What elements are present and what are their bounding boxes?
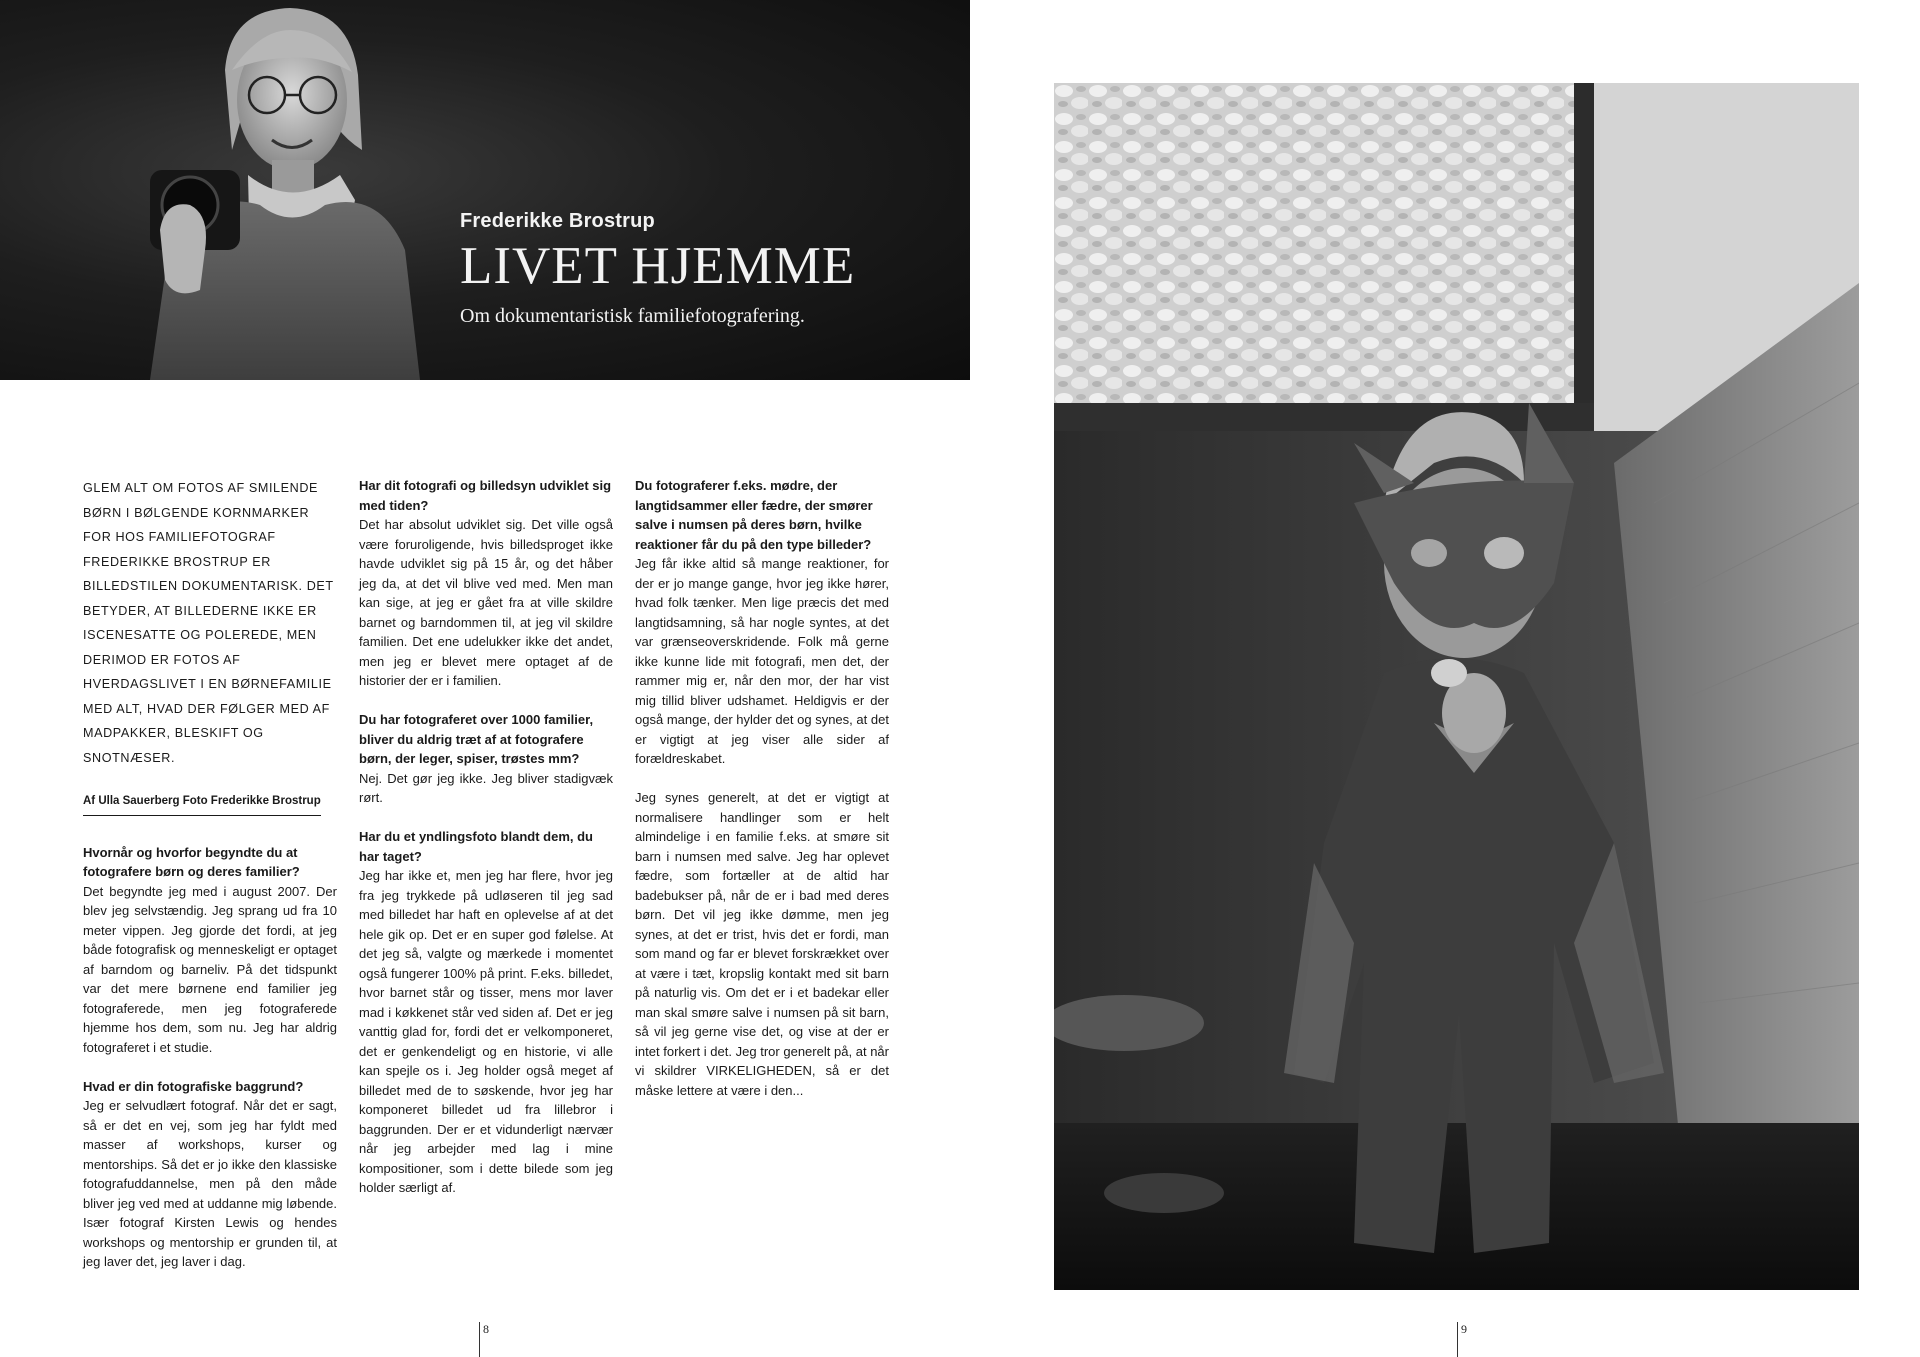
paragraph-block: [635, 788, 889, 1100]
header-banner: [0, 0, 970, 380]
text-column-1: [83, 476, 337, 1272]
question: Hvad er din fotografiske baggrund?: [83, 1078, 304, 1094]
question: Du har fotograferet over 1000 familier, bliver du aldrig træt af at fotografere børn, der leger, spiser, trøstes mm?: [359, 712, 594, 766]
lead-paragraph: GLEM ALT OM FOTOS AF SMILENDE BØRN I BØLGENDE KORNMARKER FOR HOS FAMILIEFOTOGRAF FREDERIKKE BROSTRUP ER BILLEDSTILEN DOKUMENTARISK. DET BETYDER, AT BILLEDERNE IKKE ER ISCENESATTE OG POLEREDE, MEN DERIMOD ER FOTOS AF HVERDAGSLIVET I EN BØRNEFAMILIE MED ALT, HVAD DER FØLGER MED AF MADPAKKER, BLESKIFT OG SNOTNÆSER.: [83, 481, 334, 765]
qa-block: [359, 476, 613, 691]
feature-photo: [1054, 83, 1859, 1290]
banner-text: [460, 210, 855, 328]
qa-block: [635, 476, 889, 769]
qa-block: [359, 827, 613, 1198]
question: Har du et yndlingsfoto blandt dem, du har taget?: [359, 829, 593, 864]
text-column-3: [635, 476, 889, 1100]
qa-block: [83, 1077, 337, 1272]
answer: Jeg har ikke et, men jeg har flere, hvor jeg fra jeg trykkede på udløseren til jeg sad med billedet har haft en oplevelse af at det hele gik op. Det er en super god følelse. At det jeg så, valgte og mærkede i momentet også fungerer 100% på print. F.eks. billedet, hvor barnet står og tisser, mens mor laver mad i køkkenet står ved siden af. Det er jeg vanttig glad for, fordi det er velkomponeret, det er genkendeligt og en historie, vi alle kan spejle os i. Jeg holder også meget af billedet med de to søskende, hvor jeg har komponeret billedet ud fra lillebror i baggrunden. Der er et vidunderligt nærvær når jeg arbejder med lag i mine kompositioner, som i dette bilede som jeg holder særligt af.: [359, 868, 613, 1195]
page-number-left: 8: [479, 1322, 489, 1357]
question: Hvornår og hvorfor begyndte du at fotografere børn og deres familier?: [83, 844, 300, 879]
answer: Nej. Det gør jeg ikke. Jeg bliver stadigvæk rørt.: [359, 770, 613, 805]
answer: Jeg får ikke altid så mange reaktioner, for der er jo mange gange, hvor jeg ikke hører, hvad folk tænker. Men lige præcis det med langtidsamning, så har nogle syntes, at det var grænseoverskridende. Folk må gerne ikke kunne lide mit fotografi, men det, der rammer mig er, når den mor, der har vist mig tillid bliver udshamet. Heldigvis er der også mange, der hylder det og synes, at det er vigtigt at jeg viser alle sider af forældreskabet.: [635, 556, 889, 766]
answer: Det har absolut udviklet sig. Det ville også være foruroligende, hvis billedsproget ikke havde udviklet sig på 15 år, og det håber jeg da, at det vil blive ved med. Men man kan sige, at jeg er gået fra at ville skildre barnet og barndommen til, at jeg vil skildre familien. Det ene udelukker ikke det andet, men jeg er blevet mere optaget af de historier der er i familien.: [359, 517, 613, 688]
answer: Jeg er selvudlært fotograf. Når det er sagt, så er det en vej, som jeg har fyldt med masser af workshops, kurser og mentorships. Så det er jo ikke den klassiske fotografuddannelse, men på den måde bliver jeg ved med at uddanne mig løbende. Især fotograf Kirsten Lewis og hendes workshops og mentorship er grunden til, at jeg laver det, jeg laver i dag.: [83, 1098, 337, 1269]
child-in-mask-photo: [1054, 83, 1859, 1290]
question: Du fotograferer f.eks. mødre, der langtidsammer eller fædre, der smører salve i numsen på deres børn, hvilke reaktioner får du på den type billeder?: [635, 478, 873, 552]
qa-block: [359, 710, 613, 808]
author-name: Frederikke Brostrup: [460, 210, 655, 232]
article-title: LIVET HJEMME: [460, 237, 856, 295]
question: Har dit fotografi og billedsyn udviklet sig med tiden?: [359, 478, 612, 513]
page-number-right: 9: [1457, 1322, 1467, 1357]
text-column-2: [359, 476, 613, 1198]
photographer-portrait: [130, 0, 430, 380]
byline: Af Ulla Sauerberg Foto Frederikke Brostrup: [83, 792, 321, 816]
qa-block: [83, 843, 337, 1058]
article-subtitle: Om dokumentaristisk familiefotografering.: [460, 304, 805, 327]
answer: Jeg synes generelt, at det er vigtigt at normalisere handlinger som er helt almindelige i en familie f.eks. at smøre sit barn i numsen med salve. Jeg har oplevet fædre, som fortæller at de altid har badebukser på, når de er i bad med deres børn. Det vil jeg ikke dømme, men jeg synes, at det er trist, hvis det er fordi, man som mand og far er blevet forskrækket over at være i tæt, kropslig kontakt med sit barn på naturlig vis. Om det er i et badekar eller man skal smøre salve i numsen på sit barn, så vil jeg gerne vise det, og vise at der er intet forkert i det. Jeg tror generelt på, at når vi skildrer VIRKELIGHEDEN, så er det måske lettere at være i den...: [635, 790, 889, 1098]
answer: Det begyndte jeg med i august 2007. Der blev jeg selvstændig. Jeg sprang ud fra 10 meter vippen. Jeg gjorde det fordi, at jeg både fotografisk og menneskeligt er optaget af barndom og barneliv. På det tidspunkt var det mere børnene end familier jeg fotograferede, men jeg fotograferede hjemme hos dem, som nu. Jeg har aldrig fotograferet i et studie.: [83, 883, 337, 1055]
